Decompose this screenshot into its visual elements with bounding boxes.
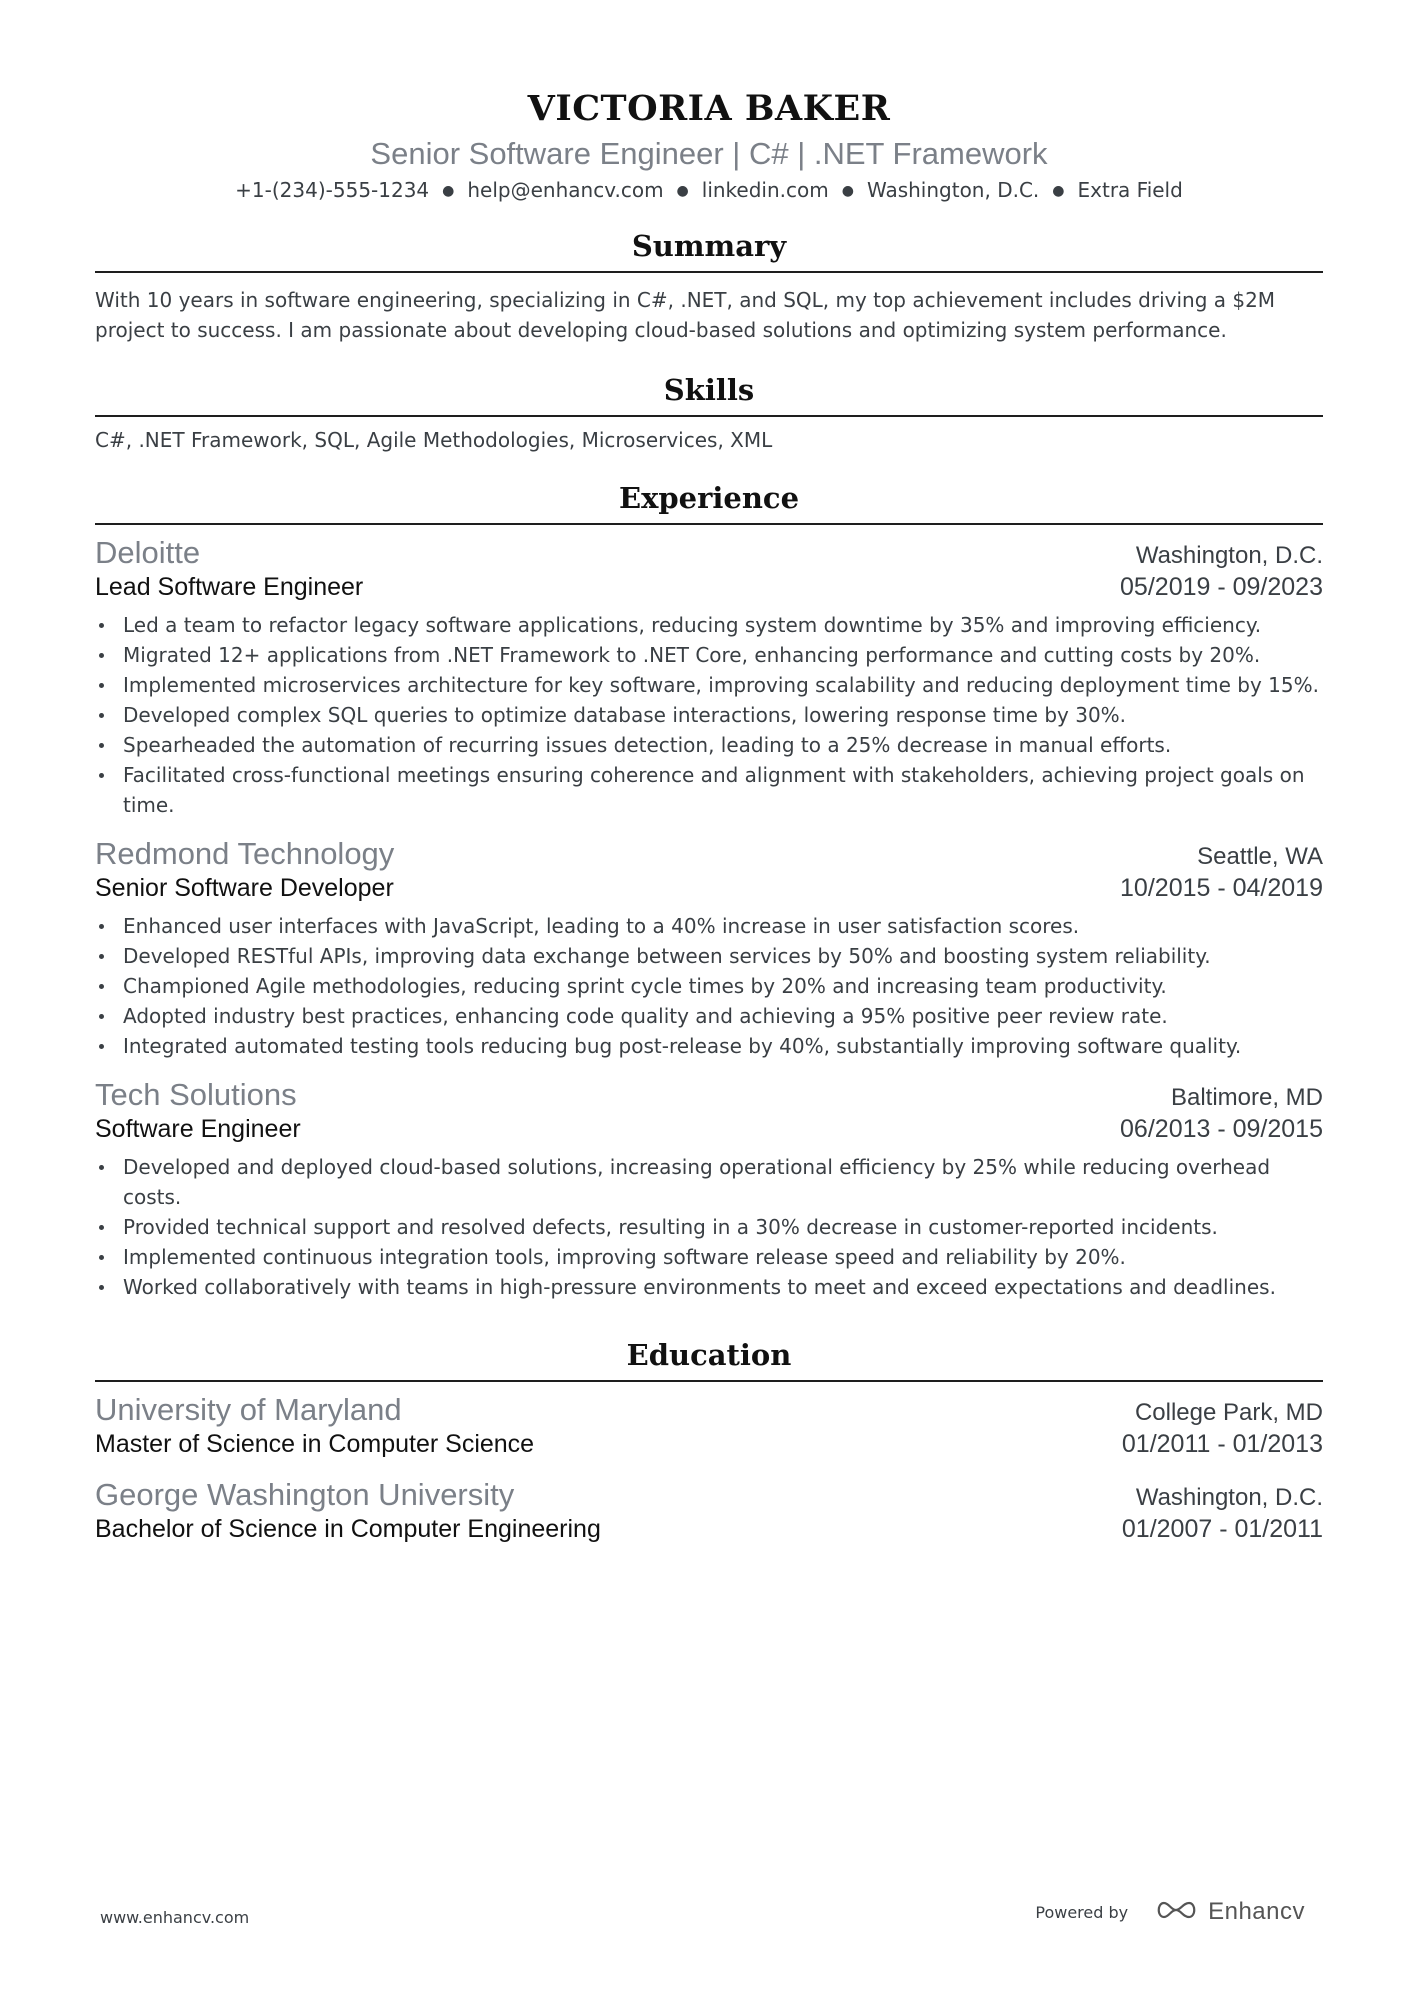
section-heading-experience: Experience <box>618 481 800 515</box>
email-link[interactable]: help@enhancv.com <box>467 178 664 202</box>
achievement-item: Led a team to refactor legacy software applications, reducing system downtime by 35% and improving efficiency. <box>95 610 1323 640</box>
education-entry <box>95 1392 1323 1459</box>
achievement-list <box>95 911 1323 1061</box>
achievement-item: Enhanced user interfaces with JavaScript, leading to a 40% increase in user satisfaction scores. <box>95 911 1323 941</box>
degree: Bachelor of Science in Computer Engineering <box>95 1515 601 1543</box>
powered-by-badge[interactable] <box>1035 1898 1305 1926</box>
candidate-name: VICTORIA BAKER <box>527 88 891 129</box>
experience-section <box>95 479 1323 1302</box>
school-name: University of Maryland <box>95 1392 402 1427</box>
achievement-item: Provided technical support and resolved defects, resulting in a 30% decrease in customer-reported incidents. <box>95 1212 1323 1242</box>
powered-by-label: Powered by <box>1035 1902 1129 1922</box>
school-name: George Washington University <box>95 1477 515 1512</box>
section-heading-education: Education <box>626 1338 792 1372</box>
achievement-item: Migrated 12+ applications from .NET Framework to .NET Core, enhancing performance and cutting costs by 20%. <box>95 640 1323 670</box>
candidate-title: Senior Software Engineer | C# | .NET Framework <box>370 136 1048 171</box>
company-name: Deloitte <box>95 535 201 570</box>
job-dates: 05/2019 - 09/2023 <box>1120 573 1323 601</box>
job-dates: 10/2015 - 04/2019 <box>1120 874 1323 902</box>
achievement-item: Implemented continuous integration tools, improving software release speed and reliability by 20%. <box>95 1242 1323 1272</box>
extra-field: Extra Field <box>1077 178 1183 202</box>
achievement-item: Championed Agile methodologies, reducing sprint cycle times by 20% and increasing team productivity. <box>95 971 1323 1001</box>
achievement-list <box>95 610 1323 820</box>
achievement-item: Developed and deployed cloud-based solutions, increasing operational efficiency by 25% while reducing overhead costs. <box>95 1152 1323 1212</box>
school-location: College Park, MD <box>1134 1399 1323 1426</box>
experience-entry <box>95 535 1323 820</box>
job-title: Senior Software Developer <box>95 874 394 902</box>
job-location: Seattle, WA <box>1197 843 1323 870</box>
degree: Master of Science in Computer Science <box>95 1430 535 1458</box>
section-divider <box>95 523 1323 525</box>
website-link[interactable]: www.enhancv.com <box>100 1908 250 1927</box>
education-dates: 01/2007 - 01/2011 <box>1121 1515 1323 1543</box>
education-dates: 01/2011 - 01/2013 <box>1121 1430 1323 1458</box>
experience-entry <box>95 836 1323 1061</box>
section-heading-skills: Skills <box>663 373 755 407</box>
resume-header <box>95 0 1323 205</box>
job-title: Software Engineer <box>95 1115 301 1143</box>
enhancv-logo-icon <box>1154 1899 1200 1925</box>
experience-entry <box>95 1077 1323 1302</box>
job-title: Lead Software Engineer <box>95 573 364 601</box>
skills-text: C#, .NET Framework, SQL, Agile Methodologies, Microservices, XML <box>95 428 773 452</box>
achievement-item: Developed complex SQL queries to optimize database interactions, lowering response time by 30%. <box>95 700 1323 730</box>
brand-name: Enhancv <box>1208 1898 1305 1925</box>
phone: +1-(234)-555-1234 <box>235 178 430 202</box>
company-name: Redmond Technology <box>95 836 395 871</box>
education-entry <box>95 1477 1323 1544</box>
separator-dot: ● <box>442 183 455 199</box>
separator-dot: ● <box>841 183 854 199</box>
achievement-item: Worked collaboratively with teams in high-pressure environments to meet and exceed expectations and deadlines. <box>95 1272 1323 1302</box>
achievement-item: Implemented microservices architecture for key software, improving scalability and reducing deployment time by 15%. <box>95 670 1323 700</box>
achievement-list <box>95 1152 1323 1302</box>
skills-section <box>95 371 1323 455</box>
section-divider <box>95 271 1323 273</box>
achievement-item: Integrated automated testing tools reducing bug post-release by 40%, substantially improving software quality. <box>95 1031 1323 1061</box>
summary-section <box>95 227 1323 345</box>
section-divider <box>95 1380 1323 1382</box>
achievement-item: Developed RESTful APIs, improving data exchange between services by 50% and boosting system reliability. <box>95 941 1323 971</box>
resume-page <box>95 0 1323 1544</box>
separator-dot: ● <box>1052 183 1065 199</box>
job-location: Washington, D.C. <box>1135 542 1323 569</box>
section-divider <box>95 415 1323 417</box>
section-heading-summary: Summary <box>631 229 787 263</box>
job-dates: 06/2013 - 09/2015 <box>1120 1115 1323 1143</box>
education-section <box>95 1336 1323 1544</box>
achievement-item: Adopted industry best practices, enhancing code quality and achieving a 95% positive peer review rate. <box>95 1001 1323 1031</box>
achievement-item: Spearheaded the automation of recurring issues detection, leading to a 25% decrease in manual efforts. <box>95 730 1323 760</box>
separator-dot: ● <box>676 183 689 199</box>
contact-line <box>95 176 1323 205</box>
summary-text: With 10 years in software engineering, specializing in C#, .NET, and SQL, my top achievement includes driving a $2M project to success. I am passionate about developing cloud-based solutions and optimizing system performance. <box>95 288 1276 342</box>
linkedin-link[interactable]: linkedin.com <box>701 178 829 202</box>
achievement-item: Facilitated cross-functional meetings ensuring coherence and alignment with stakeholders, achieving project goals on time. <box>95 760 1323 820</box>
company-name: Tech Solutions <box>95 1077 297 1112</box>
job-location: Baltimore, MD <box>1170 1084 1323 1111</box>
location: Washington, D.C. <box>866 178 1040 202</box>
school-location: Washington, D.C. <box>1135 1484 1323 1511</box>
